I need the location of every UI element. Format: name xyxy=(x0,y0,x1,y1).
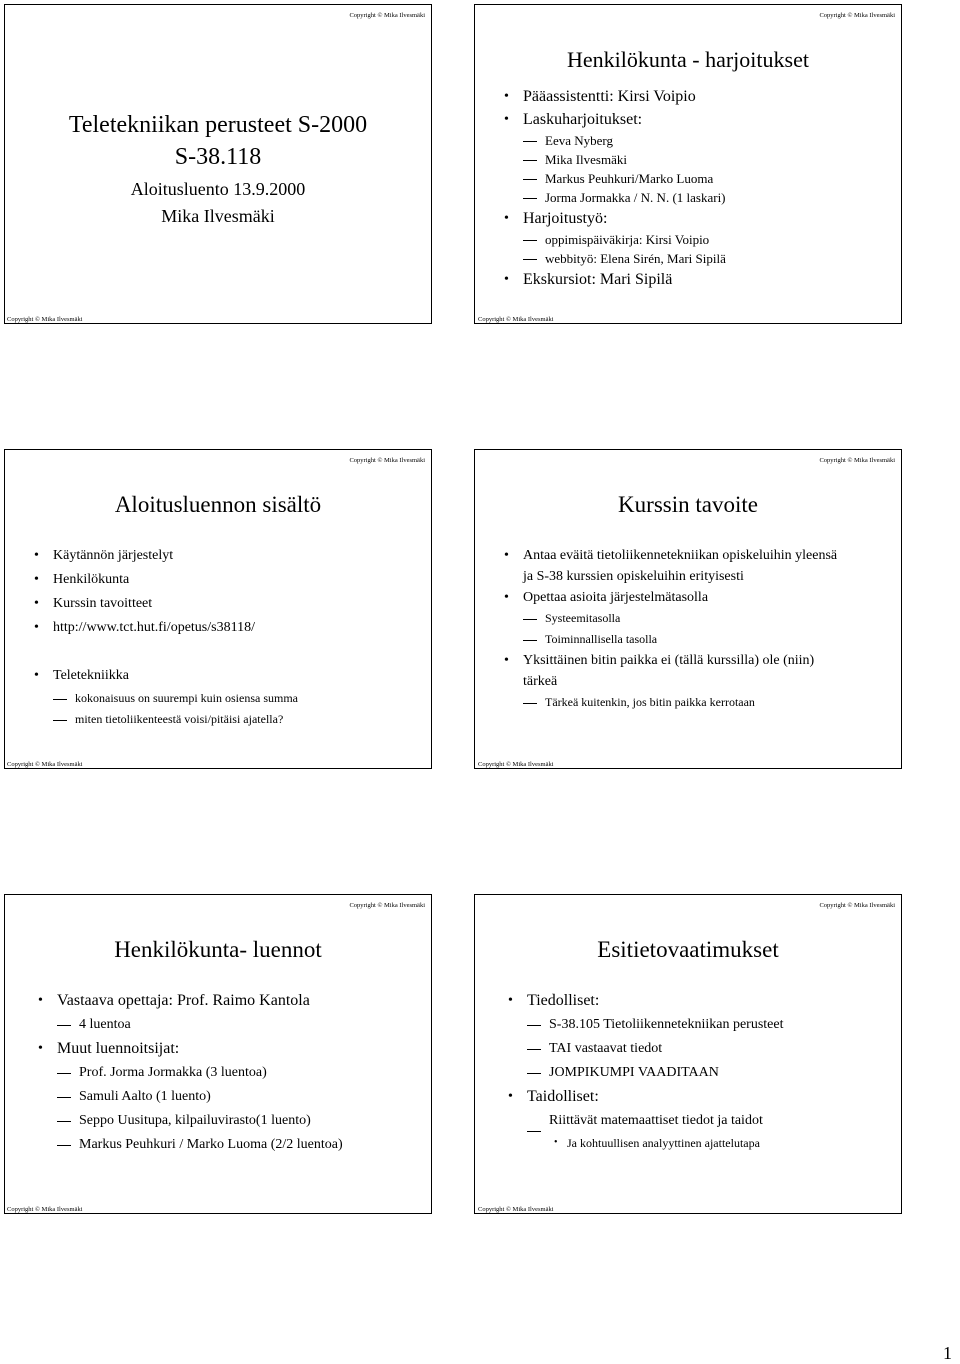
bullet-icon: • xyxy=(34,548,39,563)
slide-title: Kurssin tavoite xyxy=(618,492,758,517)
slide-1 xyxy=(4,4,432,324)
list-item: Markus Peuhkuri / Marko Luoma (2/2 luentoa) xyxy=(57,1133,343,1157)
sub-sub-list xyxy=(549,1133,783,1153)
copyright-notice: Copyright © Mika Ilvesmäki xyxy=(7,1206,83,1213)
slide-4 xyxy=(474,449,902,769)
sub-list xyxy=(53,688,298,730)
copyright-notice: Copyright © Mika Ilvesmäki xyxy=(819,12,895,19)
list-item: oppimispäiväkirja: Kirsi Voipio xyxy=(523,230,726,249)
list-item: S-38.105 Tietoliikennetekniikan perusteet xyxy=(527,1013,783,1037)
list-item: • Tiedolliset: S-38.105 Tietoliikennetekniikan perusteet TAI vastaavat tiedot JOMPIKUMPI VAADITAAN xyxy=(505,989,783,1085)
dash-icon xyxy=(57,1073,71,1074)
bullet-icon: • xyxy=(504,653,509,668)
list-item: webbityö: Elena Sirén, Mari Sipilä xyxy=(523,249,726,268)
list-item: • Yksittäinen bitin paikka ei (tällä kurssilla) ole (niin) tärkeä Tärkeä kuitenkin, jos bitin paikka kerrotaan xyxy=(501,650,841,713)
sub-list xyxy=(527,1109,783,1153)
list-item: TAI vastaavat tiedot xyxy=(527,1037,783,1061)
copyright-notice: Copyright © Mika Ilvesmäki xyxy=(478,316,554,323)
dash-icon xyxy=(523,640,537,641)
copyright-notice: Copyright © Mika Ilvesmäki xyxy=(819,457,895,464)
dash-icon xyxy=(57,1121,71,1122)
copyright-notice: Copyright © Mika Ilvesmäki xyxy=(7,761,83,768)
copyright-notice: Copyright © Mika Ilvesmäki xyxy=(819,902,895,909)
list-item: kokonaisuus on suurempi kuin osiensa summa xyxy=(53,688,298,709)
course-url: http://www.tct.hut.fi/opetus/s38118/ xyxy=(53,620,255,635)
page-number: 1 xyxy=(943,1343,952,1363)
dash-icon xyxy=(53,699,67,700)
course-title: Teletekniikan perusteet S-2000 xyxy=(68,112,368,138)
slide-6 xyxy=(474,894,902,1214)
dash-icon xyxy=(527,1049,541,1050)
slide-title: Aloitusluennon sisältö xyxy=(114,492,322,517)
list-item: Tärkeä kuitenkin, jos bitin paikka kerrotaan xyxy=(523,692,841,713)
bullet-icon: • xyxy=(508,1089,513,1104)
sub-list xyxy=(527,1013,783,1085)
copyright-notice: Copyright © Mika Ilvesmäki xyxy=(478,761,554,768)
bullet-icon: • xyxy=(504,89,509,104)
list-item: Samuli Aalto (1 luento) xyxy=(57,1085,343,1109)
course-code: S-38.118 xyxy=(174,144,262,170)
sub-list xyxy=(57,1061,343,1157)
copyright-notice: Copyright © Mika Ilvesmäki xyxy=(7,316,83,323)
list-item: • Kurssin tavoitteet xyxy=(31,592,298,616)
bullet-list xyxy=(501,545,841,713)
slide-5 xyxy=(4,894,432,1214)
sub-list xyxy=(57,1013,343,1037)
list-item: • Taidolliset: Riittävät matemaattiset tiedot ja taidot • Ja kohtuullisen analyyttinen ajattelutapa xyxy=(505,1085,783,1153)
dash-icon xyxy=(523,160,537,161)
copyright-notice: Copyright © Mika Ilvesmäki xyxy=(478,1206,554,1213)
copyright-notice: Copyright © Mika Ilvesmäki xyxy=(349,12,425,19)
list-item: • Antaa eväitä tietoliikennetekniikan opiskeluihin yleensä ja S-38 kurssien opiskeluihin erityisesti xyxy=(501,545,841,587)
list-item: • Käytännön järjestelyt xyxy=(31,544,298,568)
list-item: • Ekskursiot: Mari Sipilä xyxy=(501,268,726,291)
bullet-icon: • xyxy=(504,112,509,127)
list-item: miten tietoliikenteestä voisi/pitäisi ajatella? xyxy=(53,709,298,730)
bullet-icon: • xyxy=(504,590,509,605)
copyright-notice: Copyright © Mika Ilvesmäki xyxy=(349,902,425,909)
copyright-notice: Copyright © Mika Ilvesmäki xyxy=(349,457,425,464)
list-item: • Pääassistentti: Kirsi Voipio xyxy=(501,85,726,108)
list-item: Eeva Nyberg xyxy=(523,131,726,150)
dash-icon xyxy=(57,1097,71,1098)
list-item: • Harjoitustyö: oppimispäiväkirja: Kirsi Voipio webbityö: Elena Sirén, Mari Sipilä xyxy=(501,207,726,268)
list-item: Prof. Jorma Jormakka (3 luentoa) xyxy=(57,1061,343,1085)
dash-icon xyxy=(527,1131,541,1132)
slide-title: Esitietovaatimukset xyxy=(597,937,779,962)
dash-icon xyxy=(527,1073,541,1074)
list-item: • Opettaa asioita järjestelmätasolla Systeemitasolla Toiminnallisella tasolla xyxy=(501,587,841,650)
sub-list xyxy=(523,608,841,650)
bullet-icon: • xyxy=(34,596,39,611)
list-item: Riittävät matemaattiset tiedot ja taidot • Ja kohtuullisen analyyttinen ajattelutapa xyxy=(527,1109,783,1153)
list-item: • Henkilökunta xyxy=(31,568,298,592)
dash-icon xyxy=(523,179,537,180)
bullet-icon: • xyxy=(38,1041,43,1056)
list-item: JOMPIKUMPI VAADITAAN xyxy=(527,1061,783,1085)
lecture-date: Aloitusluento 13.9.2000 xyxy=(130,179,306,199)
list-item: Seppo Uusitupa, kilpailuvirasto(1 luento) xyxy=(57,1109,343,1133)
list-item: • Muut luennoitsijat: Prof. Jorma Jormakka (3 luentoa) Samuli Aalto (1 luento) Seppo Uusitupa, kilpailuvirasto(1 luento) Markus Peuhkuri / Marko Luoma (2/2 luentoa) xyxy=(35,1037,343,1157)
dash-icon xyxy=(527,1025,541,1026)
list-item: Mika Ilvesmäki xyxy=(523,150,726,169)
bullet-icon: • xyxy=(34,620,39,635)
dash-icon xyxy=(523,259,537,260)
bullet-list xyxy=(501,85,726,291)
dash-icon xyxy=(523,619,537,620)
sub-list xyxy=(523,230,726,268)
bullet-icon: • xyxy=(34,572,39,587)
bullet-icon: • xyxy=(504,548,509,563)
dash-icon xyxy=(57,1145,71,1146)
bullet-icon: • xyxy=(34,668,39,683)
dash-icon xyxy=(57,1025,71,1026)
list-item: Markus Peuhkuri/Marko Luoma xyxy=(523,169,726,188)
list-item: • Vastaava opettaja: Prof. Raimo Kantola 4 luentoa xyxy=(35,989,343,1037)
list-item: Systeemitasolla xyxy=(523,608,841,629)
list-item: • Ja kohtuullisen analyyttinen ajattelutapa xyxy=(549,1133,783,1153)
list-item: Jorma Jormakka / N. N. (1 laskari) xyxy=(523,188,726,207)
lecturer-name: Mika Ilvesmäki xyxy=(161,206,275,226)
list-item: Toiminnallisella tasolla xyxy=(523,629,841,650)
dash-icon xyxy=(53,720,67,721)
bullet-icon: • xyxy=(504,272,509,287)
dash-icon xyxy=(523,703,537,704)
slide-3 xyxy=(4,449,432,769)
list-item: • Laskuharjoitukset: Eeva Nyberg Mika Ilvesmäki Markus Peuhkuri/Marko Luoma Jorma Jormakka / N. N. (1 laskari) xyxy=(501,108,726,207)
list-item: 4 luentoa xyxy=(57,1013,343,1037)
slide-1-title-block xyxy=(5,109,431,229)
bullet-icon: • xyxy=(508,993,513,1008)
sub-list xyxy=(523,692,841,713)
slide-title: Henkilökunta- luennot xyxy=(114,937,322,962)
bullet-list xyxy=(35,989,343,1157)
list-item xyxy=(31,616,298,640)
bullet-list xyxy=(505,989,783,1153)
slide-title: Henkilökunta - harjoitukset xyxy=(567,47,809,72)
bullet-icon: • xyxy=(38,993,43,1008)
bullet-icon: • xyxy=(504,211,509,226)
list-item: • Teletekniikka kokonaisuus on suurempi kuin osiensa summa miten tietoliikenteestä voisi/pitäisi ajatella? xyxy=(31,664,298,730)
slide-2 xyxy=(474,4,902,324)
dash-icon xyxy=(523,198,537,199)
bullet-icon: • xyxy=(554,1137,558,1148)
bullet-list xyxy=(31,544,298,730)
sub-list xyxy=(523,131,726,207)
dash-icon xyxy=(523,141,537,142)
dash-icon xyxy=(523,240,537,241)
